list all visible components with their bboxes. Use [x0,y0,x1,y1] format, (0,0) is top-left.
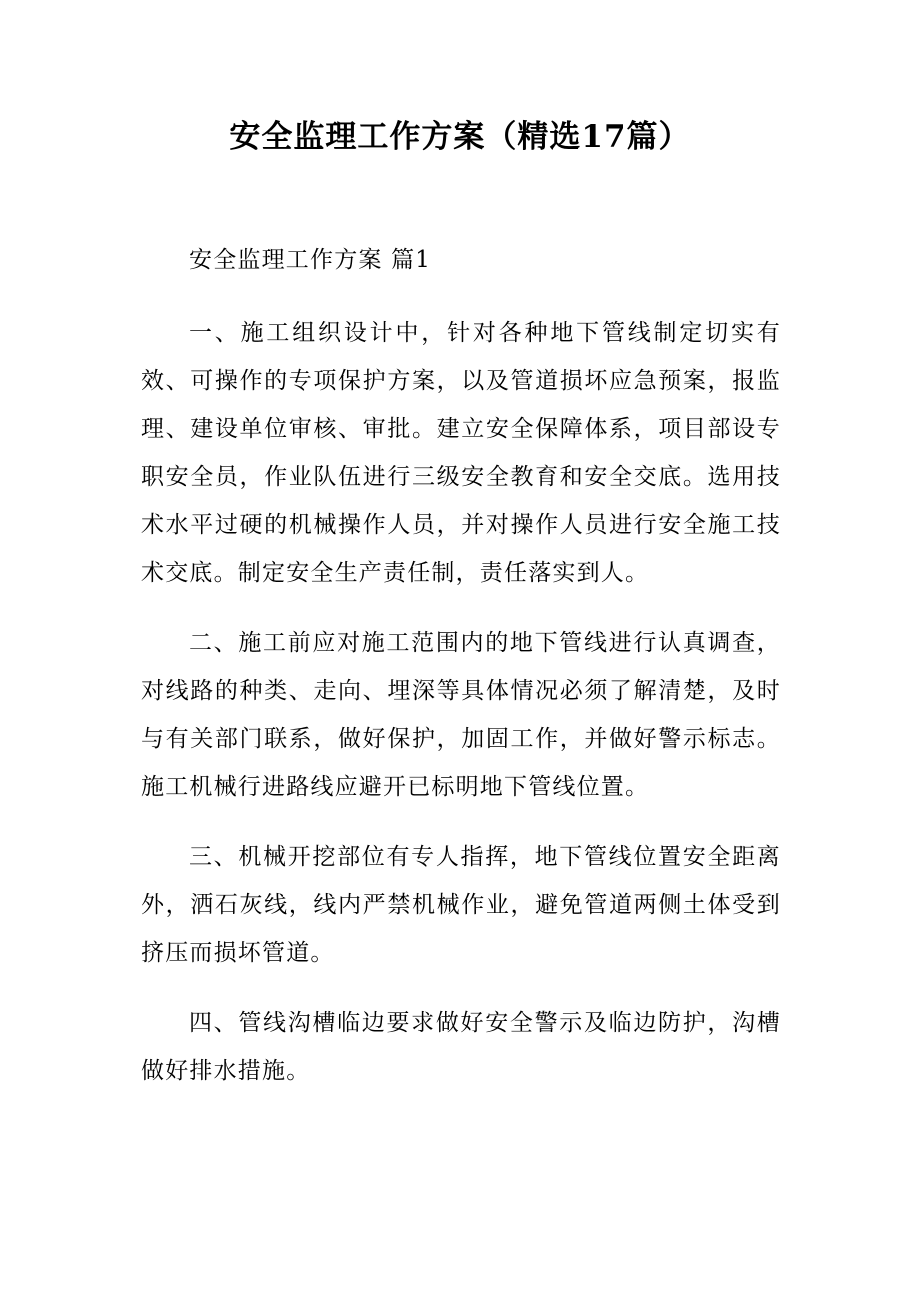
document-title: 安全监理工作方案（精选17篇） [229,119,691,155]
paragraph-1: 一、施工组织设计中，针对各种地下管线制定切实有效、可操作的专项保护方案，以及管道损坏应急预案，报监理、建设单位审核、审批。建立安全保障体系，项目部设专职安全员，作业队伍进行三级安全教育和安全交底。选用技术水平过硬的机械操作人员，并对操作人员进行安全施工技术交底。制定安全生产责任制，责任落实到人。 [141,320,781,586]
section-heading: 安全监理工作方案 篇1 [189,247,432,273]
paragraph-3: 三、机械开挖部位有专人指挥，地下管线位置安全距离外，洒石灰线，线内严禁机械作业，避免管道两侧土体受到挤压而损坏管道。 [141,844,781,966]
paragraph-2: 二、施工前应对施工范围内的地下管线进行认真调查，对线路的种类、走向、埋深等具体情况必须了解清楚，及时与有关部门联系，做好保护，加固工作，并做好警示标志。施工机械行进路线应避开已标明地下管线位置。 [141,630,781,800]
paragraph-4: 四、管线沟槽临边要求做好安全警示及临边防护，沟槽做好排水措施。 [141,1010,781,1084]
document-body [141,236,781,1095]
